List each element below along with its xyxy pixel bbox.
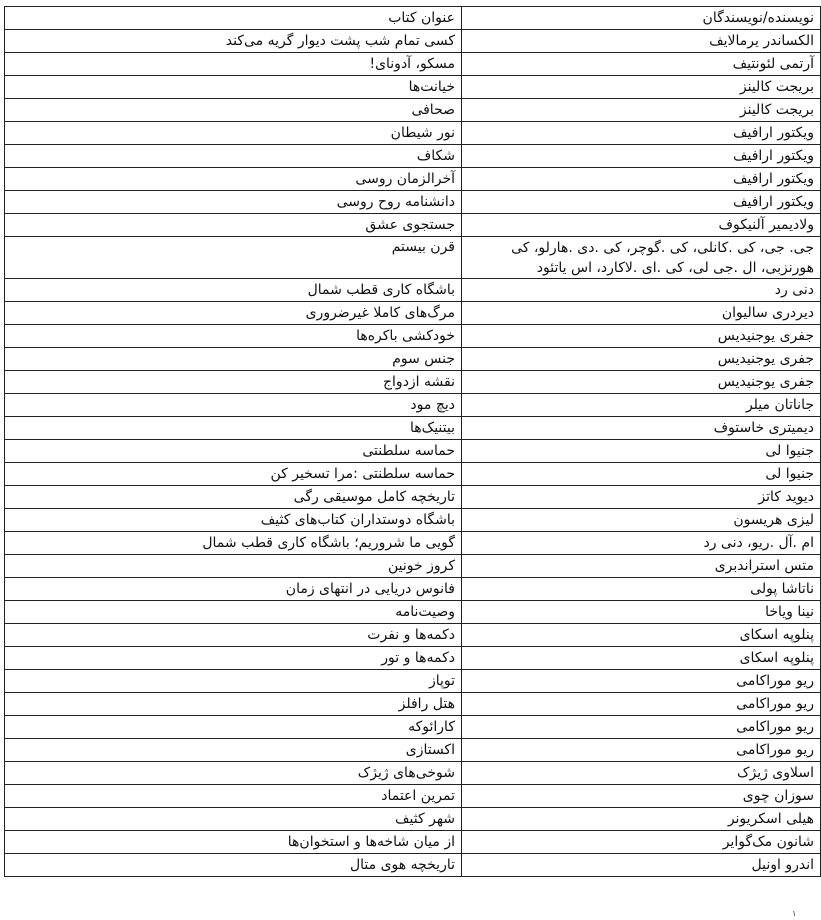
author-cell: بریجت کالینز [462,99,821,122]
title-cell: توپاز [5,670,462,693]
author-cell: پنلوپه اسکای [462,647,821,670]
author-cell: بریجت کالینز [462,76,821,99]
author-cell: دیردری سالیوان [462,302,821,325]
author-cell: اسلاوی ژیژک [462,762,821,785]
author-cell: آرتمی لئونتیف [462,53,821,76]
author-cell: ویکتور ارافیف [462,168,821,191]
title-cell: وصیت‌نامه [5,601,462,624]
title-cell: خودکشی باکره‌ها [5,325,462,348]
title-cell: قرن بیستم [5,237,462,279]
author-cell: هیلی اسکریونر [462,808,821,831]
table-row [5,191,821,214]
title-cell: کارائوکه [5,716,462,739]
table-row [5,237,821,279]
table-body [5,7,821,877]
table-row [5,670,821,693]
author-cell: ریو موراکامی [462,739,821,762]
author-cell: ام .آل .ریو، دنی رد [462,532,821,555]
title-cell: خیانت‌ها [5,76,462,99]
title-cell: تمرین اعتماد [5,785,462,808]
header-title-cell: عنوان کتاب [5,7,462,30]
title-cell: جنس سوم [5,348,462,371]
title-cell: تاریخچه کامل موسیقی رگی [5,486,462,509]
title-cell: مرگ‌های کاملا غیرضروری [5,302,462,325]
author-cell: دیوید کاتز [462,486,821,509]
author-cell: پنلوپه اسکای [462,624,821,647]
title-cell: مسکو، آدونای! [5,53,462,76]
table-row [5,214,821,237]
table-row [5,76,821,99]
title-cell: باشگاه کاری قطب شمال [5,279,462,302]
author-cell: نینا ویاخا [462,601,821,624]
table-row [5,145,821,168]
title-cell: هتل رافلز [5,693,462,716]
table-row [5,509,821,532]
title-cell: حماسه سلطنتی :مرا تسخیر کن [5,463,462,486]
title-cell: باشگاه دوستداران کتاب‌های کثیف [5,509,462,532]
table-row [5,578,821,601]
table-row [5,555,821,578]
title-cell: نقشه ازدواج [5,371,462,394]
table-row [5,99,821,122]
title-cell: از میان شاخه‌ها و استخوان‌ها [5,831,462,854]
table-row [5,601,821,624]
title-cell: حماسه سلطنتی [5,440,462,463]
author-cell: جفری یوجنیدیس [462,348,821,371]
page-number: ۱ [792,909,797,918]
table-row [5,53,821,76]
header-author-cell: نویسنده/نویسندگان [462,7,821,30]
table-row [5,854,821,877]
author-cell: ناتاشا پولی [462,578,821,601]
table-row [5,371,821,394]
table-row [5,279,821,302]
author-cell: ریو موراکامی [462,670,821,693]
table-row [5,122,821,145]
author-cell: جفری یوجنیدیس [462,325,821,348]
author-cell: ویکتور ارافیف [462,145,821,168]
author-cell: اندرو اونیل [462,854,821,877]
author-cell: جفری یوجنیدیس [462,371,821,394]
author-cell: لیزی هریسون [462,509,821,532]
table-row [5,831,821,854]
header-row [5,7,821,30]
table-row [5,532,821,555]
author-cell: ولادیمیر آلنیکوف [462,214,821,237]
title-cell: کسی تمام شب پشت دیوار گریه می‌کند [5,30,462,53]
title-cell: تاریخچه هوی متال [5,854,462,877]
author-cell: سوزان چوی [462,785,821,808]
title-cell: شوخی‌های ژیژک [5,762,462,785]
title-cell: صحافی [5,99,462,122]
table-row [5,785,821,808]
table-row [5,440,821,463]
title-cell: دکمه‌ها و تور [5,647,462,670]
title-cell: جستجوی عشق [5,214,462,237]
author-cell: متس استراندبری [462,555,821,578]
table-row [5,808,821,831]
author-cell: ریو موراکامی [462,693,821,716]
title-cell: دیچ مود [5,394,462,417]
table-row [5,417,821,440]
table-row [5,168,821,191]
author-cell: جنیوا لی [462,463,821,486]
table-row [5,394,821,417]
title-cell: اکستازی [5,739,462,762]
title-cell: بیتنیک‌ها [5,417,462,440]
table-row [5,739,821,762]
title-cell: دکمه‌ها و نفرت [5,624,462,647]
table-row [5,693,821,716]
table-row [5,762,821,785]
title-cell: کروز خونین [5,555,462,578]
title-cell: شکاف [5,145,462,168]
title-cell: نور شیطان [5,122,462,145]
author-cell: دیمیتری خاستوف [462,417,821,440]
table-row [5,624,821,647]
title-cell: شهر کثیف [5,808,462,831]
books-table [4,6,821,877]
author-cell: جی. جی، کی .کانلی، کی .گوچر، کی .دی .هارلو، کی هورنزبی، ال .جی لی، کی .ای .لاکارد، اس یاتئود [462,237,821,279]
table-row [5,716,821,739]
table-row [5,325,821,348]
title-cell: دانشنامه روح روسی [5,191,462,214]
author-cell: جنیوا لی [462,440,821,463]
author-cell: جاناتان میلر [462,394,821,417]
table-row [5,463,821,486]
table-row [5,302,821,325]
table-row [5,486,821,509]
title-cell: گویی ما شروریم؛ باشگاه کاری قطب شمال [5,532,462,555]
table-row [5,348,821,371]
author-cell: دنی رد [462,279,821,302]
title-cell: فانوس دریایی در انتهای زمان [5,578,462,601]
table-row [5,30,821,53]
title-cell: آخرالزمان روسی [5,168,462,191]
author-cell: شانون مک‌گوایر [462,831,821,854]
table-row [5,647,821,670]
author-cell: ویکتور ارافیف [462,191,821,214]
author-cell: ویکتور ارافیف [462,122,821,145]
author-cell: الکساندر یرمالایف [462,30,821,53]
author-cell: ریو موراکامی [462,716,821,739]
